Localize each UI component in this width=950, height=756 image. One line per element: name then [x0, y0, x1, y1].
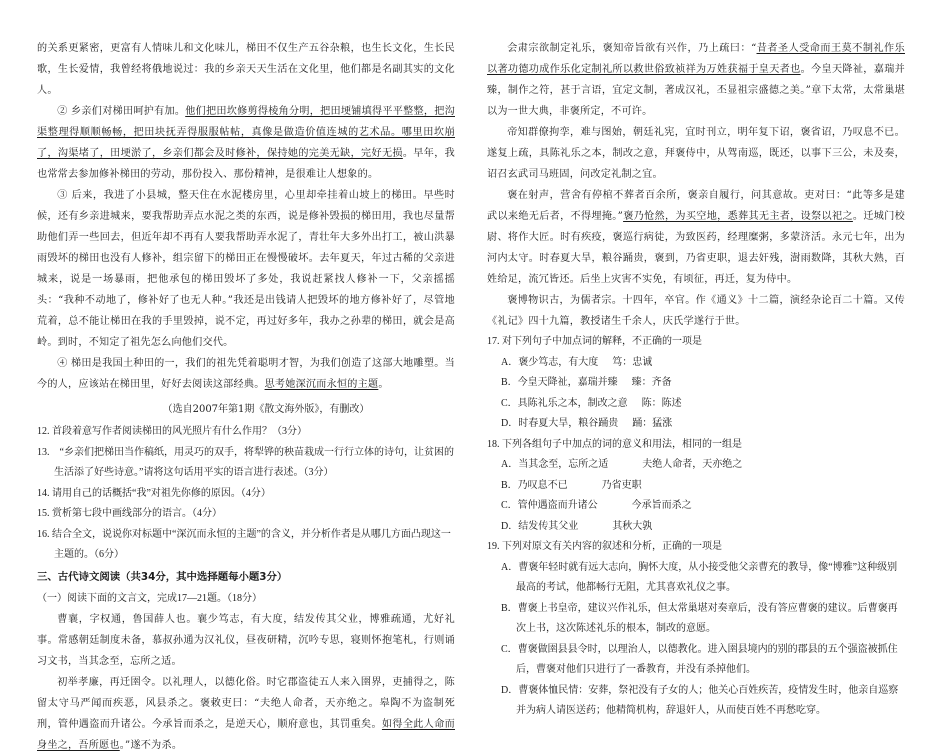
- q17c-sentence: C．具陈礼乐之本，制改之意: [501, 397, 628, 409]
- q17b-gloss: 臻：齐备: [631, 377, 672, 388]
- classical-paragraph-4: 帝知群僚拘孪，难与图始，朝廷礼宪，宜时刊立，明年复下诏，褒省诏，乃叹息不已。遂复上疏，具陈礼乐之本，制改之意，拜褒侍中，从驾南巡，既还，以事下三公，未及奏，诏召玄武司马班固，问改定礼制之宜。: [487, 127, 905, 180]
- question-18-option-d: [487, 517, 905, 538]
- r3-tail: 。迁城门校尉、将作大匠。时有疾疫，褒巡行病徒，为致医药，经理糜粥，多蒙济活。永元七年，出为河内太守。时春夏大旱，粮谷踊贵，褒到，乃省吏职，退去奸残，澍雨数降，其秋大熟，百姓给足，流冗皆还。后坐上灾害不实免，有顷征，再迁，复为侍中。: [487, 211, 905, 285]
- question-18-option-a: [487, 455, 905, 476]
- question-18-option-c: [487, 496, 905, 517]
- q17c-gloss: 陈：陈述: [641, 397, 682, 409]
- subsection-1-heading: （一）阅读下面的文言文，完成17—21题。（18分）: [37, 592, 262, 604]
- r1-underlined: 昔者圣人受命而王莫不制礼作乐以著功德功成作乐化定制礼所以救世俗致祯祥为万姓获福于皇天者也: [487, 43, 905, 75]
- question-13: 13. “乡亲们把梯田当作稿纸，用灵巧的双手，将犁铧的秧苗栽成一行行立体的诗句，让贫困的生活添了好些诗意。”请将这句话用平实的语言进行表述。（3分）: [37, 446, 454, 478]
- question-17-option-b: [487, 373, 905, 394]
- wy2-tail: 。”遂不为杀。: [119, 739, 183, 751]
- question-17-option-d: [487, 414, 905, 435]
- r1-tail: 。今皇天降祉，嘉瑞并臻，制作之符，甚于言语，宜定文制，著成汉礼，丕显祖宗盛德之美。”章下太常，太常巢堪以为一世大典，非褒所定，不可许。: [487, 64, 906, 117]
- q18b-first: B．乃叹息不已: [501, 479, 568, 491]
- q18c-second: 今承旨而杀之: [631, 500, 692, 511]
- left-column: [37, 38, 455, 756]
- q17d-sentence: D．时春夏大旱，粮谷踊贵: [501, 418, 619, 429]
- classical-paragraph-6: 褒博物识古，为儒者宗。十四年，卒官。作《通义》十二篇，演经杂论百二十篇。又传《礼记》四十九篇，教授诸生千余人，庆氏学遂行于世。: [487, 295, 905, 327]
- classical-paragraph-5: [487, 185, 905, 290]
- question-19-option-a: A．曹褒年轻时就有远大志向，胸怀大度，从小接受他父亲曹充的教导，像“博雅”这种级别最高的考试，他都畅行无阻，尤其喜欢礼仪之事。: [501, 561, 898, 593]
- question-17-option-c: [487, 394, 905, 415]
- question-19-option-c: C．曹褒做圉县县令时，以理治人，以德教化。进入圉县境内的别的郡县的五个强盗被抓住后，曹褒对他们只进行了一番教育，并没有杀掉他们。: [501, 643, 898, 675]
- q18d-second: 其秋大孰: [612, 520, 653, 532]
- question-18: 18. 下列各组句子中加点的词的意义和用法，相同的一组是: [487, 438, 742, 450]
- q18a-first: A．当其念至，忘所之适: [501, 459, 609, 470]
- question-17-option-a: [487, 353, 905, 374]
- p2-lead: ② 乡亲们对梯田呵护有加。: [57, 106, 186, 117]
- essay-paragraph-3: ③ 后来，我进了小县城，整天住在水泥楼房里，心里却牵挂着山坡上的梯田。早些时候，还有乡亲进城来，要我帮助弄点水泥之类的东西，说是修补毁损的梯田用，我也尽量帮助他们弄一些回去，但近年却不再有人要我帮助弄水泥了，青壮年大多外出打工，被山洪暴雨毁坏的梯田也没有人修补，组宗留下的梯田正在慢慢破坏。去年夏天，年过古稀的父亲进城来，说是一场暴雨，把他承包的梯田毁坏了多处，我说赶紧找人修补一下，父亲摇摇头：“我种不动地了，修补好了也无人种。”我还是出钱请人把毁坏的地方修补好了，尽管地荒着，总不能让梯田在我的手里毁掉，说不定，再过好多年，我办之孙辈的梯田，就会是高岭。到时，不知定了祖先怎么向他们交代。: [37, 190, 455, 348]
- p4-underlined: 思考她深沉而永恒的主题: [264, 379, 379, 390]
- question-14: 14. 请用自己的话概括“我”对祖先你修的原因。（4分）: [37, 487, 271, 499]
- question-19: 19. 下列对原文有关内容的叙述和分析，正确的一项是: [487, 541, 722, 552]
- right-column: [487, 38, 905, 722]
- essay-source: （选自2007年第1期《散文海外版》，有删改）: [162, 404, 370, 415]
- essay-paragraph-4: [37, 353, 455, 395]
- question-19-option-d: D．曹褒体恤民情：安葬，祭祀没有子女的人；他关心百姓疾苦，疫情发生时，他亲自巡察并为病人请医送药；他精简机构，辞退奸人，从而使百姓不再愁吃穿。: [501, 684, 899, 716]
- question-12: 12. 首段着意写作者阅读梯田的风光照片有什么作用？（3分）: [37, 426, 307, 437]
- classical-paragraph-2: [37, 672, 455, 756]
- q17d-gloss: 踊：猛涨: [632, 418, 673, 429]
- p2-tail: 。早年，我也常常去参加修补梯田的劳动，那份投入、那份精神，是很难让人想象的。: [37, 148, 455, 180]
- q18c-first: C．管仲遇盗而升诸公: [501, 500, 598, 511]
- r3-underlined: 褒乃怆然，为买空地，悉葬其无主者，设祭以祀之: [623, 211, 853, 222]
- question-18-option-b: [487, 476, 905, 497]
- q17a-sentence: A．褒少笃志，有大度: [501, 356, 599, 368]
- p4-lead: ④ 梯田是我国土种田的一，我们的祖先凭着聪明才智，为我们创造了这部大地雕塑。当今的人，应该站在梯田里，好好去阅读这部经典。: [37, 358, 455, 390]
- q17b-sentence: B．今皇天降祉，嘉瑞并臻: [501, 377, 618, 388]
- classical-paragraph-1: 曹襄，字权通，鲁国薛人也。襄少笃志，有大度，结发传其父业，博雅疏通，尤好礼事。常感朝廷制度未备，慕叔孙通为汉礼仪，昼夜研精，沉吟专思，寝则怀抱笔札，行则诵习文书，当其念至，忘所之适。: [37, 613, 455, 667]
- question-19-option-b: B．曹褒上书皇帝，建议兴作礼乐，但太常巢堪对奏章后，没有答应曹褒的建议。后曹褒再次上书，这次陈述礼乐的根本，制改的意愿。: [501, 602, 898, 634]
- p2-underlined: 他们把田坎修剪得棱角分明，把田埂铺填得平平整整，把沟渠整理得顺顺畅畅，把田块抚弄得服服帖帖，真像是做造价值连城的艺术品。哪里田坎崩了，沟渠堵了，田埂淤了，乡亲们都会及时修补，保持她的完美无缺，完好无损: [37, 106, 455, 159]
- classical-paragraph-3: [487, 38, 905, 122]
- section-3-heading: 三、古代诗文阅读（共34分，其中选择题每小题3分）: [37, 570, 288, 583]
- essay-paragraph-2: [37, 101, 455, 185]
- question-16: 16. 结合全文，说说你对标题中“深沉而永恒的主题”的含义，并分析作者是从哪几方面凸现这一主题的。（6分）: [37, 528, 451, 560]
- wy2-underlined: 如得全此人命而身坐之，吾所愿也: [37, 718, 455, 751]
- q18a-second: 夫绝人命者，天亦绝之: [642, 459, 743, 470]
- r1-lead: 会肃宗欲制定礼乐，褒知帝旨欲有兴作，乃上疏曰：“: [507, 43, 757, 54]
- essay-paragraph-1: 的关系更紧密，更富有人情味儿和文化味儿，梯田不仅生产五谷杂粮，也生长文化，生长民歌，生长爱情，我曾经将俄地说过：我的乡亲天天生活在文化里，他们都是名副其实的文化人。: [37, 43, 455, 96]
- p4-tail: 。: [378, 379, 389, 390]
- question-17: 17. 对下列句子中加点词的解释，不正确的一项是: [487, 336, 702, 347]
- question-15: 15. 赏析第七段中画线部分的语言。（4分）: [37, 508, 222, 519]
- q18b-second: 乃省吏职: [601, 479, 642, 491]
- q17a-gloss: 笃：忠诚: [612, 356, 653, 368]
- q18d-first: D．结发传其父业: [501, 520, 579, 532]
- r3-lead: 褒在射声，营舍有停棺不葬者百余所，褒亲自履行，问其意故。吏对曰：“此等多是建武以来绝无后者，不得埋掩。”: [487, 190, 905, 222]
- wy2-lead: 初举孝廉，再迁圉令。以礼理人，以德化俗。时它郡盗徒五人来入圉界，吏捕得之，陈留太守马严闻而疾恶，风县杀之。褒敕吏曰：“夫绝人命者，天亦绝之。皋陶不为盗制死刑，管仲遇盗而升诸公。今承旨而杀之，是逆天心，顺府意也，其罚重矣。: [37, 676, 455, 730]
